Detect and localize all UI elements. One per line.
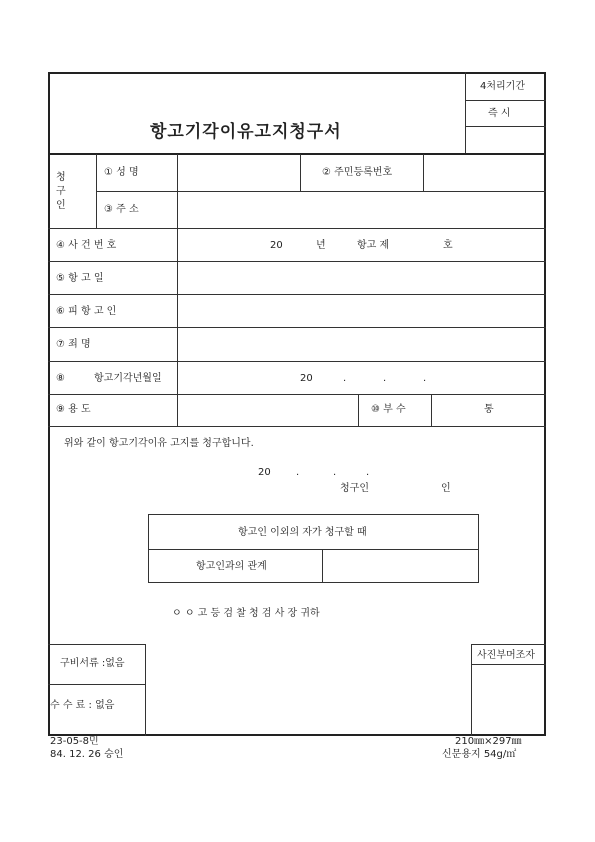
copies-label: ⑩ 부 수 [371, 404, 406, 415]
appellee-label: ⑥ 피 항 고 인 [56, 306, 117, 317]
request-statement: 위와 같이 항고기각이유 고지를 청구합니다. [64, 438, 254, 449]
paper-type: 신문용지 54g/㎡ [442, 749, 517, 760]
divider [48, 228, 546, 229]
divider [322, 549, 323, 583]
divider [48, 426, 546, 427]
case-year: 20 [270, 240, 283, 251]
divider [145, 644, 146, 736]
divider [148, 549, 479, 550]
request-year: 20 [258, 467, 271, 478]
divider [465, 100, 546, 101]
divider [431, 394, 432, 426]
divider [48, 394, 546, 395]
dismissal-year: 20 [300, 373, 313, 384]
claimant-label-3: 인 [56, 200, 66, 211]
purpose-label: ⑨ 용 도 [56, 404, 91, 415]
request-dot-1: . [296, 467, 300, 478]
divider [471, 644, 546, 645]
appeal-date-label: ⑤ 항 고 일 [56, 273, 104, 284]
seal-label: 인 [441, 483, 451, 494]
divider [48, 327, 546, 328]
divider [48, 261, 546, 262]
dismissal-dot-1: . [343, 373, 347, 384]
paper-size: 210㎜×297㎜ [455, 736, 522, 747]
approval-date: 84. 12. 26 승인 [50, 749, 124, 760]
claimant-label-1: 청 [56, 172, 66, 183]
address-label: ③ 주 소 [104, 204, 139, 215]
processing-period-label: 4처리기간 [480, 81, 526, 92]
fee-label: 수 수 료 : 없음 [50, 700, 115, 711]
addressee: ㅇ ㅇ 고 등 검 찰 청 검 사 장 귀하 [172, 608, 320, 619]
dismissal-dot-3: . [423, 373, 427, 384]
divider [48, 684, 145, 685]
divider [358, 394, 359, 426]
divider [48, 644, 145, 645]
form-title: 항고기각이유고지청구서 [150, 122, 342, 142]
divider [48, 294, 546, 295]
case-number-label: ④ 사 건 번 호 [56, 240, 117, 251]
photo-label: 사진부머조자 [477, 650, 535, 661]
divider [471, 664, 546, 665]
case-year-unit: 년 [316, 240, 326, 251]
claimant-label-2: 구 [56, 186, 66, 197]
divider [48, 361, 546, 362]
request-dot-3: . [366, 467, 370, 478]
processing-period-value: 즉 시 [488, 108, 511, 119]
form-number: 23-05-8민 [50, 736, 99, 747]
name-label: ① 성 명 [104, 167, 139, 178]
third-party-header: 항고인 이외의 자가 청구할 때 [238, 527, 367, 538]
divider [465, 72, 466, 154]
dismissal-date-label: 항고기각년월일 [94, 373, 162, 384]
attachments-label: 구비서류 :없음 [60, 658, 125, 669]
case-appeal-no: 항고 제 [357, 240, 390, 251]
divider [465, 126, 546, 127]
signer-label: 청구인 [340, 483, 369, 494]
request-dot-2: . [333, 467, 337, 478]
copies-unit: 통 [484, 404, 494, 415]
crime-label: ⑦ 죄 명 [56, 339, 91, 350]
divider [96, 191, 546, 192]
divider [471, 644, 472, 736]
dismissal-date-number: ⑧ [56, 373, 65, 384]
divider [423, 154, 424, 191]
dismissal-dot-2: . [383, 373, 387, 384]
case-no-unit: 호 [443, 240, 453, 251]
relation-label: 항고인과의 관계 [196, 561, 267, 572]
resident-id-label: ② 주민등록번호 [322, 167, 393, 178]
divider [300, 154, 301, 191]
title-separator [48, 153, 546, 155]
